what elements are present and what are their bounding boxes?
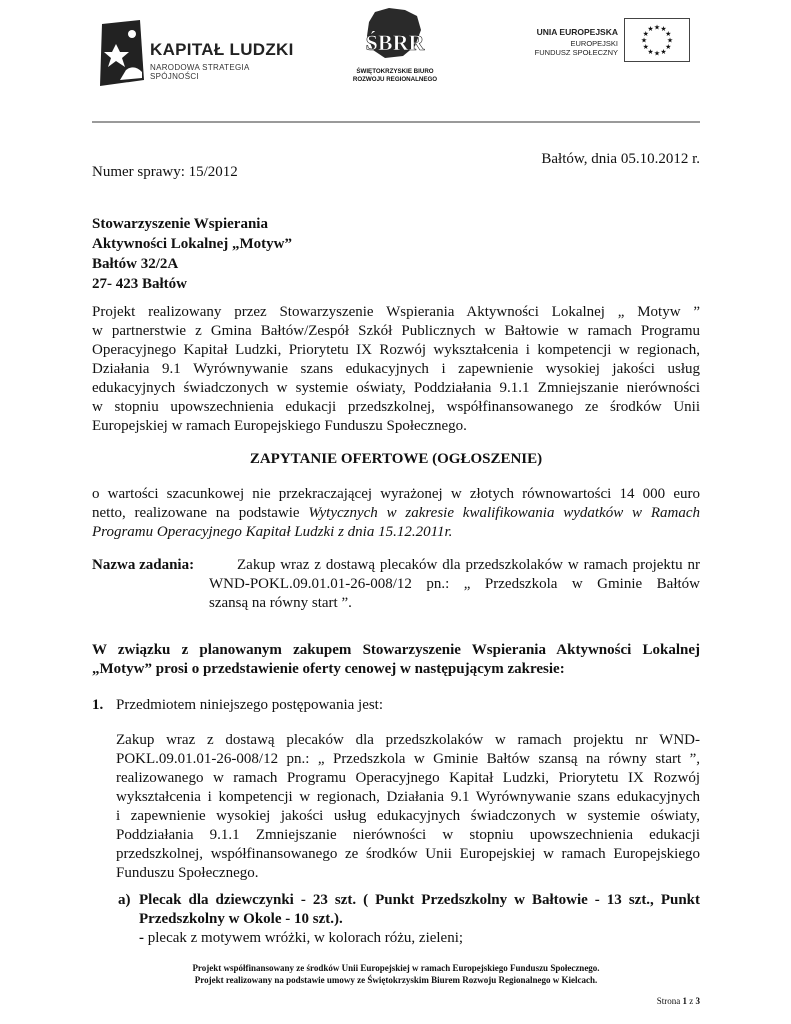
request-line: „Motyw” prosi o przedstawienie oferty cenowej w następującym zakresie: (92, 661, 565, 677)
header-divider (92, 121, 700, 123)
point-1-title-text: Przedmiotem niniejszego postępowania jest: (116, 697, 384, 713)
logo-ue-line2: EUROPEJSKI (570, 39, 618, 48)
logo-kl-subtitle: NARODOWA STRATEGIA SPÓJNOŚCI (150, 63, 250, 81)
point-1-line: i zapewnienie wysokiej jakości usług edukacyjnych świadczonych w systemie oświaty, (116, 808, 700, 824)
item-a-dash: - (139, 930, 148, 946)
task-line: szansą na równy start ”. (209, 595, 352, 611)
value-line-regular: netto, realizowane na podstawie (92, 505, 309, 521)
item-a-line: Plecak dla dziewczynki - 23 szt. ( Punkt Przedszkolny w Bałtowie - 13 szt., Punkt (139, 892, 700, 908)
eu-star-icon: ★ (642, 43, 649, 51)
item-a-text (139, 891, 700, 948)
item-a-line3-text: plecak z motywem wróżki, w kolorach różu, zieleni; (147, 930, 464, 946)
footer-line: Projekt współfinansowany ze środków Unii Europejskiej w ramach Europejskiego Funduszu Społecznego. (192, 963, 600, 973)
eu-star-icon: ★ (642, 30, 649, 38)
sbrr-logo (345, 6, 445, 92)
value-line: o wartości szacunkowej nie przekraczającej wyrażonej w złotych równowartości 14 000 euro (92, 486, 700, 502)
task-line: WND-POKL.09.01.01-26-008/12 pn.: „ Przedszkola w Gminie Bałtów (209, 576, 700, 592)
eu-star-icon: ★ (665, 30, 672, 38)
task-line: Zakup wraz z dostawą plecaków dla przedszkolaków w ramach projektu nr (237, 557, 700, 573)
case-number: Numer sprawy: 15/2012 (92, 164, 238, 180)
intro-line: Europejskiej w ramach Europejskiego Funduszu Społecznego. (92, 418, 467, 434)
page-number (657, 996, 700, 1006)
intro-line: Operacyjnego Kapitał Ludzki, Priorytetu IX Rozwój wykształcenia i kompetencji w regionach, (92, 342, 700, 358)
logo-sbrr-line1: ŚWIĘTOKRZYSKIE BIURO (356, 68, 434, 75)
eu-star-icon: ★ (647, 25, 654, 34)
recipient-address (92, 215, 292, 295)
logo-kl-title: KAPITAŁ LUDZKI (150, 40, 294, 59)
eu-star-icon: ★ (653, 49, 661, 58)
value-line (92, 504, 700, 523)
sbrr-emblem-icon (345, 6, 445, 66)
logo-sbrr-acronym: ŚBRR (365, 30, 425, 55)
intro-line: w partnerstwie z Gmina Bałtów/Zespół Szkół Publicznych w Bałtowie w ramach Programu (92, 323, 700, 339)
kapital-ludzki-logo (100, 12, 300, 92)
eu-star-icon: ★ (640, 36, 648, 45)
point-1-line: Poddziałania 9.1.1 Zmniejszanie nierówności w stopniu upowszechnienia edukacji (116, 827, 700, 843)
intro-line: edukacyjnych świadczonych w systemie oświaty, Poddziałania 9.1.1 Zmniejszanie nierówności (92, 380, 700, 396)
footer-line: Projekt realizowany na podstawie umowy ze Świętokrzyskim Biurem Rozwoju Regionalnego w Kielcach. (194, 975, 598, 985)
task-label: Nazwa zadania: (92, 557, 195, 573)
page-label: Strona (656, 996, 683, 1006)
page-current: 1 (682, 996, 687, 1006)
intro-line: Projekt realizowany przez Stowarzyszenie Wspierania Aktywności Lokalnej „ Motyw ” (92, 304, 700, 320)
item-a-line (139, 929, 700, 948)
page-footer (92, 962, 700, 986)
logo-sbrr-line2: ROZWOJU REGIONALNEGO (352, 76, 438, 83)
address-line: Bałtów 32/2A (92, 256, 179, 272)
logo-ue-lines (535, 39, 618, 57)
eu-star-icon: ★ (666, 36, 674, 45)
page-sep: z (687, 996, 696, 1006)
document-date: Bałtów, dnia 05.10.2012 r. (541, 151, 700, 167)
page-total: 3 (695, 996, 700, 1006)
kapital-ludzki-emblem-icon (100, 20, 146, 86)
request-line: W związku z planowanym zakupem Stowarzyszenie Wspierania Aktywności Lokalnej (92, 642, 700, 658)
item-a-line: Przedszkolny w Okole - 10 szt.). (139, 911, 343, 927)
eu-star-icon: ★ (647, 47, 654, 56)
logo-sbrr-text (345, 68, 445, 84)
point-1-line: realizowanego w ramach Programu Operacyjnego Kapitał Ludzki, Priorytetu IX Rozwój (116, 770, 700, 786)
logo-ue-line3: FUNDUSZ SPOŁECZNY (534, 48, 618, 57)
address-line: Aktywności Lokalnej „Motyw” (92, 236, 293, 252)
point-1-line: Zakup wraz z dostawą plecaków dla przedszkolaków w ramach projektu nr WND- (116, 732, 700, 748)
eu-star-icon: ★ (660, 25, 667, 34)
eu-flag-icon (624, 18, 690, 62)
point-1-body (116, 731, 700, 883)
address-line: 27- 423 Bałtów (92, 276, 187, 292)
address-line: Stowarzyszenie Wspierania (92, 216, 268, 232)
point-1-title (92, 696, 383, 715)
eu-star-icon: ★ (653, 23, 661, 32)
item-a-label: a) (118, 892, 131, 908)
eu-star-icon: ★ (665, 43, 672, 51)
point-1-number: 1. (92, 697, 104, 713)
logo-ue-line1: UNIA EUROPEJSKA (536, 27, 618, 37)
eu-logo (525, 18, 690, 68)
point-1-line: wykształcenia i kompetencji w regionach, Działania 9.1 Wyrównywanie szans edukacyjnych (116, 789, 700, 805)
point-1-line: Funduszu Społecznego. (116, 865, 259, 881)
point-1-line: przedszkolnej, współfinansowanego ze środków Unii Europejskiej w ramach Europejskiego (116, 846, 700, 862)
value-line-italic: Programu Operacyjnego Kapitał Ludzki z dnia 15.12.2011r. (92, 524, 453, 540)
intro-line: w stopniu upowszechnienia edukacji przedszkolnej, współfinansowanego ze środków Unii (92, 399, 700, 415)
request-paragraph (92, 641, 700, 679)
document-heading: ZAPYTANIE OFERTOWE (OGŁOSZENIE) (249, 451, 543, 467)
point-1-line: POKL.09.01.01-26-008/12 pn.: „ Przedszkola w Gminie Bałtów szansą na równy start ”, (116, 751, 700, 767)
intro-paragraph (92, 303, 700, 436)
intro-line: Działania 9.1 Wyrównywanie szans edukacyjnych i zapewnienie wysokiej jakości usług (92, 361, 700, 377)
value-paragraph (92, 485, 700, 542)
value-line-italic: Wytycznych w zakresie kwalifikowania wydatków w Ramach (308, 505, 701, 521)
eu-star-icon: ★ (660, 47, 667, 56)
task-description (209, 556, 700, 613)
